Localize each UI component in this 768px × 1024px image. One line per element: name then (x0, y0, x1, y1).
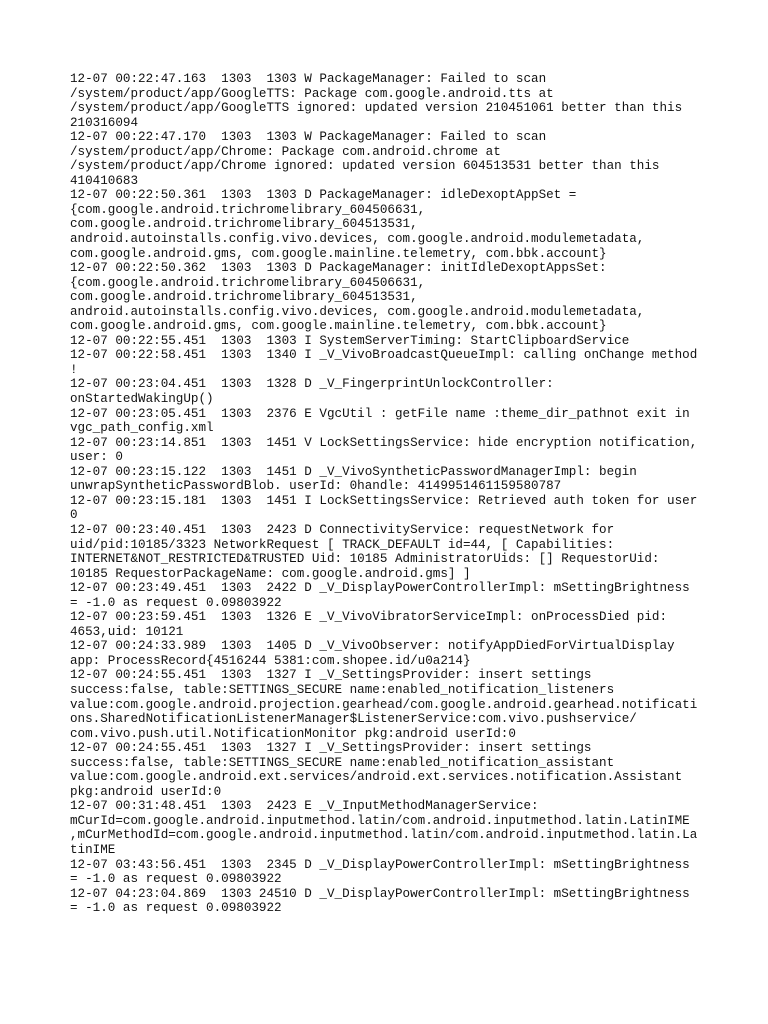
log-line: mCurId=com.google.android.inputmethod.latin/com.android.inputmethod.latin.LatinIME (70, 813, 690, 828)
log-line: = -1.0 as request 0.09803922 (70, 872, 282, 887)
log-line: value:com.google.android.ext.services/android.ext.services.notification.Assistant (70, 770, 683, 785)
log-line: android.autoinstalls.config.vivo.devices, com.google.android.modulemetadata, (70, 232, 645, 247)
log-line: onStartedWakingUp() (70, 392, 214, 407)
log-line: 12-07 00:23:15.181 1303 1451 I LockSettingsService: Retrieved auth token for user (70, 493, 698, 508)
log-line: 12-07 00:23:49.451 1303 2422 D _V_DisplayPowerControllerImpl: mSettingBrightness (70, 581, 690, 596)
log-line: 10185 RequestorPackageName: com.google.android.gms] ] (70, 566, 471, 581)
log-line: = -1.0 as request 0.09803922 (70, 595, 282, 610)
log-line: com.google.android.gms, com.google.mainline.telemetry, com.bbk.account} (70, 246, 607, 261)
log-line: /system/product/app/Chrome ignored: updated version 604513531 better than this (70, 159, 660, 174)
log-line: /system/product/app/GoogleTTS ignored: updated version 210451061 better than this (70, 101, 683, 116)
log-line: = -1.0 as request 0.09803922 (70, 901, 282, 916)
log-line: INTERNET&NOT_RESTRICTED&TRUSTED Uid: 10185 AdministratorUids: [] RequestorUid: (70, 552, 660, 567)
log-line: app: ProcessRecord{4516244 5381:com.shopee.id/u0a214} (70, 653, 471, 668)
log-line: com.google.android.trichromelibrary_604513531, (70, 290, 418, 305)
log-line: value:com.google.android.projection.gearhead/com.google.android.gearhead.notificati (70, 697, 698, 712)
log-line: 12-07 00:31:48.451 1303 2423 E _V_InputMethodManagerService: (70, 799, 539, 814)
log-line: 210316094 (70, 115, 139, 130)
log-line: 12-07 00:23:40.451 1303 2423 D ConnectivityService: requestNetwork for (70, 522, 615, 537)
log-line: 12-07 00:23:05.451 1303 2376 E VgcUtil : getFile name :theme_dir_pathnot exit in (70, 406, 690, 421)
log-line: 12-07 00:23:04.451 1303 1328 D _V_FingerprintUnlockController: (70, 377, 554, 392)
log-line: success:false, table:SETTINGS_SECURE name:enabled_notification_assistant (70, 755, 615, 770)
log-line: tinIME (70, 842, 116, 857)
log-line: 12-07 00:23:15.122 1303 1451 D _V_VivoSyntheticPasswordManagerImpl: begin (70, 464, 637, 479)
log-line: 12-07 04:23:04.869 1303 24510 D _V_DisplayPowerControllerImpl: mSettingBrightness (70, 886, 690, 901)
log-line: 12-07 00:22:58.451 1303 1340 I _V_VivoBroadcastQueueImpl: calling onChange method (70, 348, 698, 363)
log-line: 12-07 00:24:55.451 1303 1327 I _V_SettingsProvider: insert settings (70, 668, 592, 683)
log-line: 12-07 00:22:55.451 1303 1303 I SystemServerTiming: StartClipboardService (70, 333, 630, 348)
log-line: {com.google.android.trichromelibrary_604506631, (70, 275, 426, 290)
log-text-block (70, 72, 750, 916)
log-line: com.google.android.trichromelibrary_604513531, (70, 217, 418, 232)
log-line: 12-07 00:22:50.362 1303 1303 D PackageManager: initIdleDexoptAppsSet: (70, 261, 607, 276)
log-line: user: 0 (70, 450, 123, 465)
log-line: 12-07 00:23:14.851 1303 1451 V LockSettingsService: hide encryption notification, (70, 435, 698, 450)
log-line: 12-07 03:43:56.451 1303 2345 D _V_DisplayPowerControllerImpl: mSettingBrightness (70, 857, 690, 872)
log-line: ,mCurMethodId=com.google.android.inputmethod.latin/com.android.inputmethod.latin.La (70, 828, 698, 843)
log-line: {com.google.android.trichromelibrary_604506631, (70, 202, 426, 217)
log-line: uid/pid:10185/3323 NetworkRequest [ TRACK_DEFAULT id=44, [ Capabilities: (70, 537, 615, 552)
log-line: 0 (70, 508, 78, 523)
log-line: 4653,uid: 10121 (70, 624, 184, 639)
log-line: 12-07 00:24:33.989 1303 1405 D _V_VivoObserver: notifyAppDiedForVirtualDisplay (70, 639, 675, 654)
log-line: 12-07 00:22:47.170 1303 1303 W PackageManager: Failed to scan (70, 130, 547, 145)
log-line: /system/product/app/GoogleTTS: Package com.google.android.tts at (70, 86, 554, 101)
log-line: 12-07 00:24:55.451 1303 1327 I _V_SettingsProvider: insert settings (70, 741, 592, 756)
log-line: pkg:android userId:0 (70, 784, 222, 799)
log-line: success:false, table:SETTINGS_SECURE name:enabled_notification_listeners (70, 682, 615, 697)
log-line: unwrapSyntheticPasswordBlob. userId: 0handle: 4149951461159580787 (70, 479, 562, 494)
log-line: 410410683 (70, 173, 139, 188)
log-line: vgc_path_config.xml (70, 421, 214, 436)
log-line: 12-07 00:23:59.451 1303 1326 E _V_VivoVibratorServiceImpl: onProcessDied pid: (70, 610, 668, 625)
log-line: 12-07 00:22:47.163 1303 1303 W PackageManager: Failed to scan (70, 72, 547, 86)
log-line: android.autoinstalls.config.vivo.devices, com.google.android.modulemetadata, (70, 304, 645, 319)
log-line: /system/product/app/Chrome: Package com.android.chrome at (70, 144, 501, 159)
log-line: ! (70, 362, 78, 377)
log-line: com.vivo.push.util.NotificationMonitor pkg:android userId:0 (70, 726, 516, 741)
log-line: ons.SharedNotificationListenerManager$ListenerService:com.vivo.pushservice/ (70, 712, 637, 727)
log-line: com.google.android.gms, com.google.mainline.telemetry, com.bbk.account} (70, 319, 607, 334)
log-line: 12-07 00:22:50.361 1303 1303 D PackageManager: idleDexoptAppSet = (70, 188, 577, 203)
